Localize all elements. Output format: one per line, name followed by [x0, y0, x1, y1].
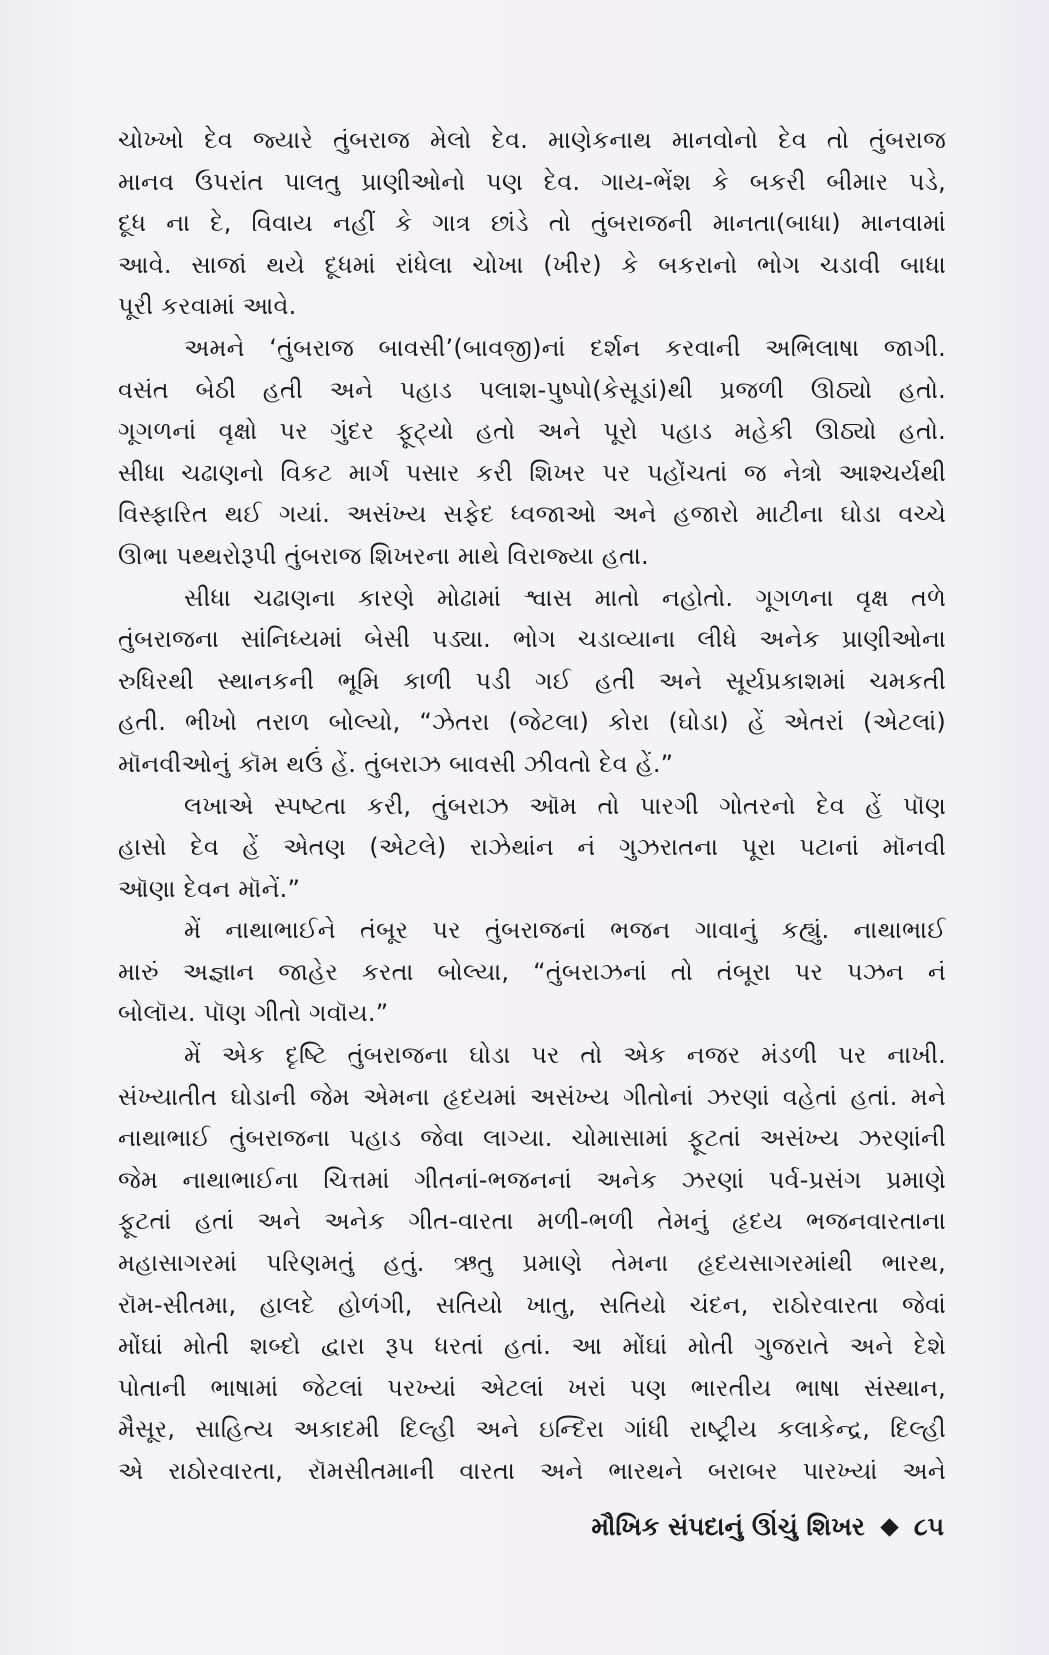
text-line: વસંત બેઠી હતી અને પહાડ પલાશ-પુષ્પો(કેસૂડાં)થી પ્રજળી ઊઠ્યો હતો.	[118, 375, 946, 404]
text-line: એ રાઠોરવારતા, રૉમસીતમાની વારતા અને ભારથને બરાબર પારખ્યાં અને	[118, 1457, 946, 1485]
text-line: સીધા ચઢાણનો વિકટ માર્ગ પસાર કરી શિખર પર પહોંચતાં જ નેત્રો આશ્ચર્યથી	[118, 458, 946, 487]
text-line: સંખ્યાતીત ઘોડાની જેમ એમના હૃદયમાં અસંખ્ય ગીતોનાં ઝરણાં વહેતાં હતાં. મને	[118, 1082, 946, 1111]
diamond-icon	[880, 1518, 898, 1536]
text-line: પૂરી કરવામાં આવે.	[118, 292, 297, 321]
text-line: ગૂગળનાં વૃક્ષો પર ગુંદર ફૂટ્યો હતો અને પૂરો પહાડ મહેકી ઊઠ્યો હતો.	[118, 417, 946, 446]
text-line: સીધા ચઢાણના કારણે મોઢામાં શ્વાસ માતો નહોતો. ગૂગળના વૃક્ષ તળે	[184, 583, 946, 612]
text-line: રુધિરથી સ્થાનકની ભૂમિ કાળી પડી ગઈ હતી અને સૂર્યપ્રકાશમાં ચમકતી	[118, 666, 946, 695]
text-line: લખાએ સ્પષ્ટતા કરી, તુંબરાઝ ઑમ તો પારગી ગોતરનો દેવ હેં પૉણ	[184, 791, 946, 820]
text-line: ઑણા દેવન મૉનેં.”	[118, 874, 301, 903]
text-line: મોંઘાં મોતી શબ્દો દ્વારા રૂપ ધરતાં હતાં. આ મોંઘાં મોતી ગુજરાતે અને દેશે	[118, 1332, 946, 1361]
running-footer	[591, 1512, 944, 1542]
text-line: હાસો દેવ હેં એતણ (એટલે) રાઝેથાંન નં ગુઝરાતના પૂરા પટાનાં મૉનવી	[118, 833, 946, 862]
text-line: વિસ્ફારિત થઈ ગયાં. અસંખ્ય સફેદ ધ્વજાઓ અને હજારો માટીના ઘોડા વચ્ચે	[118, 500, 946, 529]
text-line: ચોખ્ખો દેવ જ્યારે તુંબરાજ મેલો દેવ. માણેકનાથ માનવોનો દેવ તો તુંબરાજ	[118, 126, 946, 154]
page-number: ૮૫	[913, 1512, 944, 1541]
text-line: ફૂટતાં હતાં અને અનેક ગીત-વારતા મળી-ભળી તેમનું હૃદય ભજનવારતાના	[118, 1207, 946, 1236]
text-line: માનવ ઉપરાંત પાલતુ પ્રાણીઓનો પણ દેવ. ગાય-ભેંશ કે બકરી બીમાર પડે,	[118, 167, 946, 196]
text-line: રૉમ-સીતમા, હાલદે હોળંગી, સતિયો ખાતુ, સતિયો ચંદન, રાઠોરવારતા જેવાં	[118, 1290, 946, 1319]
footer-title: મૌખિક સંપદાનું ઊંચું શિખર	[591, 1512, 865, 1541]
text-line: મૉનવીઓનું કૉમ થઉં હેં. તુંબરાઝ બાવસી ઝીવતો દેવ હેં.”	[118, 749, 674, 778]
text-line: મેં એક દૃષ્ટિ તુંબરાજના ઘોડા પર તો એક નજર મંડળી પર નાખી.	[184, 1041, 946, 1070]
text-line: હતી. ભીખો તરાળ બોલ્યો, “ઝેતરા (જેટલા) કોરા (ઘોડા) હેં એતરાં (એટલાં)	[118, 708, 946, 737]
text-line: ઊભા પથ્થરોરૂપી તુંબરાજ શિખરના માથે વિરાજ્યા હતા.	[118, 541, 649, 570]
text-line: આવે. સાજાં થયે દૂધમાં રાંધેલા ચોખા (ખીર) કે બકરાનો ભોગ ચડાવી બાધા	[118, 250, 946, 279]
text-line: મેં નાથાભાઈને તંબૂર પર તુંબરાજનાં ભજન ગાવાનું કહ્યું. નાથાભાઈ	[184, 916, 946, 945]
text-line: મારું અજ્ઞાન જાહેર કરતા બોલ્યા, “તુંબરાઝનાં તો તંબૂરા પર પઝન નં	[118, 957, 946, 986]
text-line: જેમ નાથાભાઈના ચિત્તમાં ગીતનાં-ભજનનાં અનેક ઝરણાં પર્વ-પ્રસંગ પ્રમાણે	[118, 1165, 946, 1194]
text-line: તુંબરાજના સાંનિધ્યમાં બેસી પડ્યા. ભોગ ચડાવ્યાના લીધે અનેક પ્રાણીઓના	[118, 625, 946, 654]
text-line: પોતાની ભાષામાં જેટલાં પરખ્યાં એટલાં ખરાં પણ ભારતીય ભાષા સંસ્થાન,	[118, 1373, 946, 1402]
text-line: દૂધ ના દે, વિવાય નહીં કે ગાત્ર છાંડે તો તુંબરાજની માનતા(બાધા) માનવામાં	[118, 209, 946, 238]
text-line: અમને ‘તુંબરાજ બાવસી’(બાવજી)નાં દર્શન કરવાની અભિલાષા જાગી.	[184, 333, 946, 362]
text-line: બોલૉય. પૉણ ગીતો ગવૉય.”	[118, 999, 389, 1028]
body-text	[118, 120, 946, 1493]
text-line: નાથાભાઈ તુંબરાજના પહાડ જેવા લાગ્યા. ચોમાસામાં ફૂટતાં અસંખ્ય ઝરણાંની	[118, 1124, 946, 1153]
text-line: મહાસાગરમાં પરિણમતું હતું. ઋતુ પ્રમાણે તેમના હૃદયસાગરમાંથી ભારથ,	[118, 1249, 946, 1278]
text-line: મૈસૂર, સાહિત્ય અકાદમી દિલ્હી અને ઇન્દિરા ગાંધી રાષ્ટ્રીય કલાકેન્દ્ર, દિલ્હી	[118, 1415, 946, 1444]
